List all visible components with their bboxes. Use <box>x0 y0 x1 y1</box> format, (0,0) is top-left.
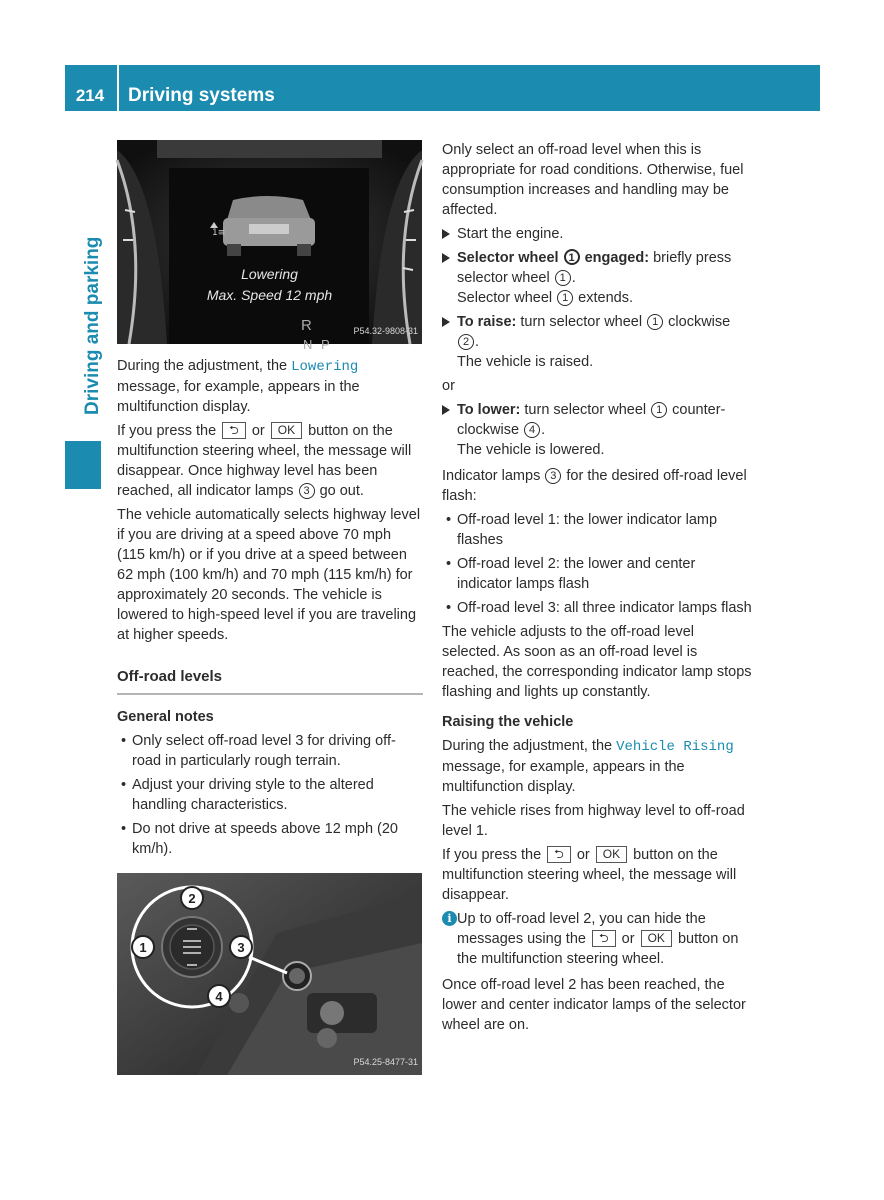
list-item: • Adjust your driving style to the altered handling characteristics. <box>117 775 423 815</box>
gear-indicator-p: P <box>321 337 330 352</box>
callout-label-2: 2 <box>188 891 196 906</box>
display-message-name: Lowering <box>291 359 359 375</box>
step-arrow-icon <box>442 317 450 327</box>
paragraph: During the adjustment, the Vehicle Rising message, for example, appears in the multifunction display. <box>442 738 734 795</box>
info-icon: i <box>442 911 457 926</box>
callout-number: 4 <box>524 422 540 438</box>
paragraph: The vehicle adjusts to the off-road level selected. As soon as an off-road level is reached, the corresponding indicator lamp stops flashing and lights up constantly. <box>442 624 752 700</box>
paragraph: If you press the ⮌ or OK button on the multifunction steering wheel, the message will disappear. <box>442 847 737 903</box>
svg-text:1≡: 1≡ <box>212 228 226 238</box>
list-item: • Off-road level 2: the lower and center indicator lamps flash <box>442 554 752 594</box>
callout-number: 1 <box>557 290 573 306</box>
list-item: • Off-road level 3: all three indicator lamps flash <box>442 598 752 618</box>
side-tab-marker <box>65 441 101 489</box>
callout-number: 1 <box>651 402 667 418</box>
header-divider <box>117 65 119 111</box>
paragraph: The vehicle automatically selects highway level if you are driving at a speed above 70 mph (115 km/h) or if you drive at a speed between 62 mph (100 km/h) and 70 mph (115 km/h) for approximately 20 seconds. The vehicle is lowered to high-speed level if you are traveling at higher speeds. <box>117 507 421 643</box>
step-arrow-icon <box>442 253 450 263</box>
instruction-step: Start the engine. <box>442 224 752 244</box>
paragraph: Indicator lamps 3 for the desired off-road level flash: <box>442 468 747 504</box>
list-item: • Only select off-road level 3 for driving off-road in particularly rough terrain. <box>117 731 423 771</box>
gear-indicator-r: R <box>301 317 312 334</box>
paragraph: Only select an off-road level when this is appropriate for road conditions. Otherwise, fuel consumption increases and handling may be affected. <box>442 142 744 218</box>
subsection-title: Raising the vehicle <box>442 714 574 730</box>
back-button-key: ⮌ <box>222 422 246 439</box>
callout-number: 1 <box>647 314 663 330</box>
side-tab-label: Driving and parking <box>82 237 103 416</box>
callout-number: 3 <box>299 483 315 499</box>
ok-button-key: OK <box>641 930 672 947</box>
paragraph: Once off-road level 2 has been reached, the lower and center indicator lamps of the selector wheel are on. <box>442 977 746 1033</box>
list-item: • Off-road level 1: the lower indicator lamp flashes <box>442 510 752 550</box>
display-message-name: Vehicle Rising <box>616 739 734 755</box>
instrument-cluster-illustration <box>117 140 422 344</box>
gear-indicator-n: N <box>303 337 313 352</box>
instruction-step: To raise: turn selector wheel 1 clockwise 2 . The vehicle is raised. <box>442 312 752 372</box>
list-item: • Do not drive at speeds above 12 mph (20 km/h). <box>117 819 423 859</box>
back-button-key: ⮌ <box>547 846 571 863</box>
instruction-step: To lower: turn selector wheel 1 counter-clockwise 4 . The vehicle is lowered. <box>442 400 752 460</box>
display-message-speed: Max. Speed 12 mph <box>206 287 333 303</box>
or-text: or <box>442 378 455 394</box>
instrument-cluster-figure <box>117 140 422 352</box>
selector-wheel-figure <box>117 873 422 1075</box>
page-number: 214 <box>75 86 105 105</box>
callout-label-3: 3 <box>237 940 245 955</box>
ok-button-key: OK <box>596 846 627 863</box>
callout-number: 2 <box>458 334 474 350</box>
display-message-lowering: Lowering <box>241 266 298 282</box>
figure-code: P54.25-8477-31 <box>353 1057 418 1067</box>
left-column <box>117 140 423 1087</box>
info-note: i Up to off-road level 2, you can hide the messages using the ⮌ or OK button on the multifunction steering wheel. <box>442 909 752 969</box>
step-arrow-icon <box>442 405 450 415</box>
paragraph: The vehicle rises from highway level to off-road level 1. <box>442 803 745 839</box>
ok-button-key: OK <box>271 422 302 439</box>
chapter-title: Driving systems <box>128 85 275 106</box>
selector-wheel-illustration <box>117 873 422 1075</box>
callout-number: 3 <box>545 468 561 484</box>
step-arrow-icon <box>442 229 450 239</box>
subsection-title: General notes <box>117 709 214 725</box>
paragraph: During the adjustment, the Lowering message, for example, appears in the multifunction display. <box>117 358 360 415</box>
paragraph: If you press the ⮌ or OK button on the multifunction steering wheel, the message will disappear. Once highway level has been reached, all indicator lamps 3 go out. <box>117 423 412 499</box>
back-button-key: ⮌ <box>592 930 616 947</box>
callout-number: 1 <box>564 249 580 265</box>
callout-label-4: 4 <box>215 989 223 1004</box>
right-column <box>442 140 752 1039</box>
figure-code: P54.32-9808-31 <box>353 326 418 336</box>
callout-number: 1 <box>555 270 571 286</box>
instruction-step: Selector wheel 1 engaged: briefly press selector wheel 1 . Selector wheel 1 extends. <box>442 248 752 308</box>
section-title: Off-road levels <box>117 667 423 695</box>
callout-label-1: 1 <box>139 940 147 955</box>
